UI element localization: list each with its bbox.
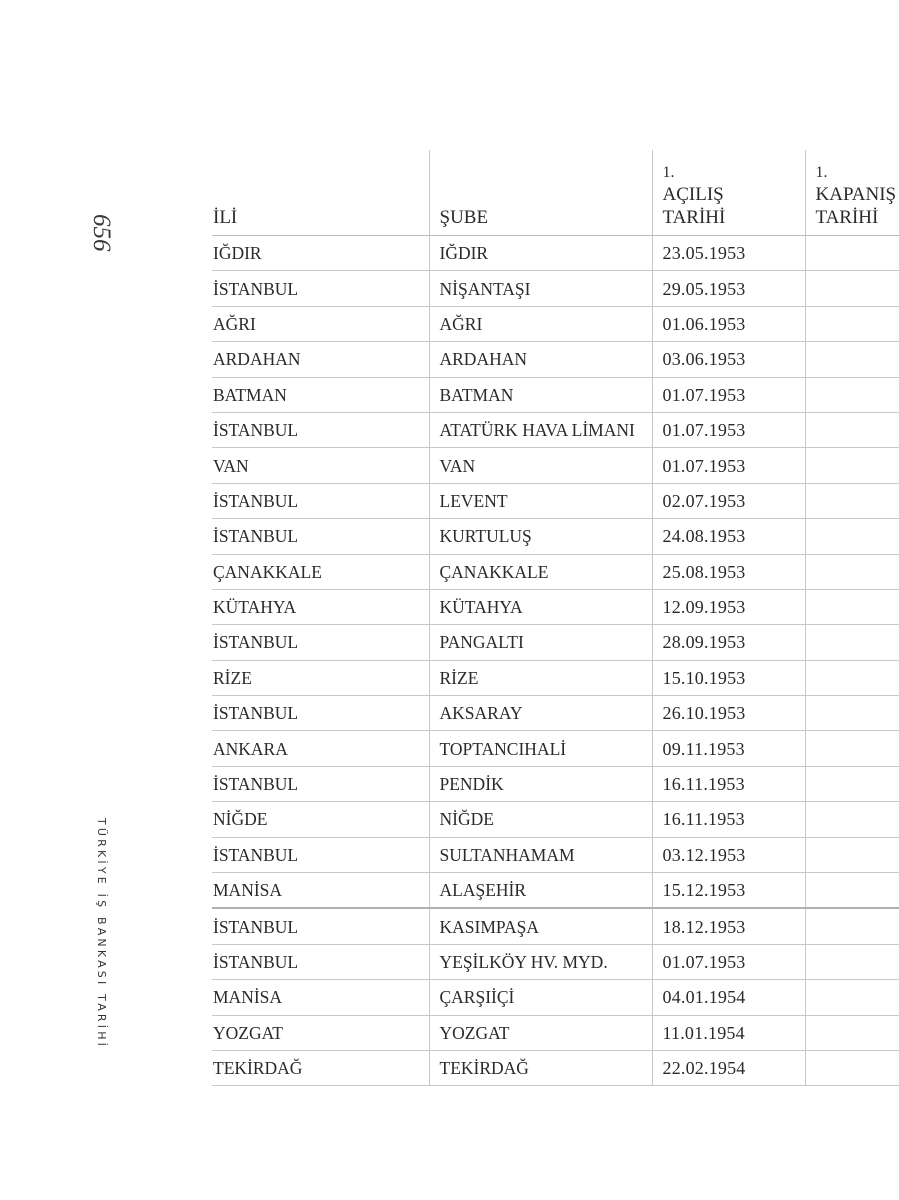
header-province: İLİ [212,150,429,236]
running-title: TÜRKİYE İŞ BANKASI TARİHİ [95,818,108,1050]
header-opening-line1: AÇILIŞ [662,184,724,205]
table-row [212,696,899,731]
cell-opening-date: 01.07.1953 [652,448,805,483]
cell-closing-date [805,660,899,695]
cell-branch: ALAŞEHİR [429,873,652,909]
cell-opening-date: 03.12.1953 [652,837,805,872]
cell-branch: NİĞDE [429,802,652,837]
table-row [212,1050,899,1085]
cell-branch: KÜTAHYA [429,589,652,624]
table-row [212,731,899,766]
cell-closing-date [805,696,899,731]
cell-branch: TEKİRDAĞ [429,1050,652,1085]
cell-closing-date [805,625,899,660]
table-row [212,236,899,271]
cell-province: İSTANBUL [212,944,429,979]
cell-opening-date: 24.08.1953 [652,519,805,554]
cell-closing-date [805,236,899,271]
table-row [212,873,899,909]
cell-province: ARDAHAN [212,342,429,377]
cell-opening-date: 03.06.1953 [652,342,805,377]
cell-province: BATMAN [212,377,429,412]
cell-province: İSTANBUL [212,837,429,872]
cell-province: VAN [212,448,429,483]
cell-province: İSTANBUL [212,271,429,306]
table-row [212,306,899,341]
cell-closing-date [805,766,899,801]
cell-branch: VAN [429,448,652,483]
cell-branch: ARDAHAN [429,342,652,377]
table-row [212,554,899,589]
cell-branch: YOZGAT [429,1015,652,1050]
cell-province: MANİSA [212,980,429,1015]
cell-opening-date: 01.07.1953 [652,377,805,412]
table-row [212,271,899,306]
cell-opening-date: 16.11.1953 [652,766,805,801]
cell-opening-date: 26.10.1953 [652,696,805,731]
cell-province: İSTANBUL [212,412,429,447]
cell-closing-date [805,589,899,624]
cell-branch: BATMAN [429,377,652,412]
cell-province: İSTANBUL [212,908,429,944]
cell-branch: AKSARAY [429,696,652,731]
cell-closing-date [805,554,899,589]
cell-opening-date: 02.07.1953 [652,483,805,518]
cell-opening-date: 04.01.1954 [652,980,805,1015]
cell-closing-date [805,519,899,554]
cell-branch: PANGALTI [429,625,652,660]
table-row [212,448,899,483]
cell-closing-date [805,837,899,872]
table-row [212,412,899,447]
cell-province: İSTANBUL [212,519,429,554]
table-row [212,342,899,377]
header-closing-line2: TARİHİ [815,207,879,228]
cell-closing-date [805,1050,899,1085]
cell-closing-date [805,448,899,483]
table-row [212,519,899,554]
cell-opening-date: 23.05.1953 [652,236,805,271]
cell-closing-date [805,873,899,909]
cell-opening-date: 28.09.1953 [652,625,805,660]
table-row [212,766,899,801]
cell-branch: AĞRI [429,306,652,341]
cell-branch: KASIMPAŞA [429,908,652,944]
cell-opening-date: 22.02.1954 [652,1050,805,1085]
header-closing-line1: KAPANIŞ [815,184,897,205]
cell-opening-date: 29.05.1953 [652,271,805,306]
page-number: 656 [88,214,115,252]
cell-branch: ATATÜRK HAVA LİMANI [429,412,652,447]
cell-closing-date [805,802,899,837]
cell-closing-date [805,731,899,766]
table-row [212,483,899,518]
header-branch: ŞUBE [429,150,652,236]
header-opening-line2: TARİHİ [662,207,726,228]
cell-branch: ÇARŞIİÇİ [429,980,652,1015]
table-row [212,837,899,872]
cell-province: ANKARA [212,731,429,766]
cell-opening-date: 25.08.1953 [652,554,805,589]
table-row [212,944,899,979]
cell-branch: NİŞANTAŞI [429,271,652,306]
cell-branch: PENDİK [429,766,652,801]
cell-province: RİZE [212,660,429,695]
cell-branch: TOPTANCIHALİ [429,731,652,766]
cell-closing-date [805,980,899,1015]
cell-province: İSTANBUL [212,483,429,518]
header-closing-number: 1. [815,164,828,181]
cell-closing-date [805,908,899,944]
header-opening-number: 1. [662,164,675,181]
table-header-row [212,150,899,236]
cell-opening-date: 15.10.1953 [652,660,805,695]
cell-province: KÜTAHYA [212,589,429,624]
cell-opening-date: 01.07.1953 [652,412,805,447]
cell-closing-date [805,342,899,377]
table-row [212,1015,899,1050]
cell-branch: SULTANHAMAM [429,837,652,872]
header-closing-date [805,150,899,236]
cell-opening-date: 01.06.1953 [652,306,805,341]
cell-opening-date: 16.11.1953 [652,802,805,837]
cell-opening-date: 01.07.1953 [652,944,805,979]
cell-province: MANİSA [212,873,429,909]
table-row [212,625,899,660]
branch-table [212,150,899,1086]
cell-province: İSTANBUL [212,625,429,660]
cell-province: İSTANBUL [212,766,429,801]
table-row [212,908,899,944]
cell-opening-date: 11.01.1954 [652,1015,805,1050]
cell-closing-date [805,944,899,979]
cell-closing-date [805,1015,899,1050]
cell-closing-date [805,271,899,306]
table-row [212,660,899,695]
cell-province: NİĞDE [212,802,429,837]
cell-province: ÇANAKKALE [212,554,429,589]
cell-closing-date [805,483,899,518]
cell-opening-date: 18.12.1953 [652,908,805,944]
cell-branch: KURTULUŞ [429,519,652,554]
table-row [212,377,899,412]
cell-branch: YEŞİLKÖY HV. MYD. [429,944,652,979]
table-row [212,802,899,837]
table-row [212,980,899,1015]
cell-opening-date: 15.12.1953 [652,873,805,909]
cell-branch: ÇANAKKALE [429,554,652,589]
header-opening-date [652,150,805,236]
cell-province: IĞDIR [212,236,429,271]
cell-branch: RİZE [429,660,652,695]
cell-branch: IĞDIR [429,236,652,271]
cell-province: AĞRI [212,306,429,341]
cell-branch: LEVENT [429,483,652,518]
cell-closing-date [805,412,899,447]
cell-opening-date: 12.09.1953 [652,589,805,624]
cell-opening-date: 09.11.1953 [652,731,805,766]
cell-province: İSTANBUL [212,696,429,731]
table-row [212,589,899,624]
cell-province: YOZGAT [212,1015,429,1050]
cell-closing-date [805,377,899,412]
cell-closing-date [805,306,899,341]
cell-province: TEKİRDAĞ [212,1050,429,1085]
